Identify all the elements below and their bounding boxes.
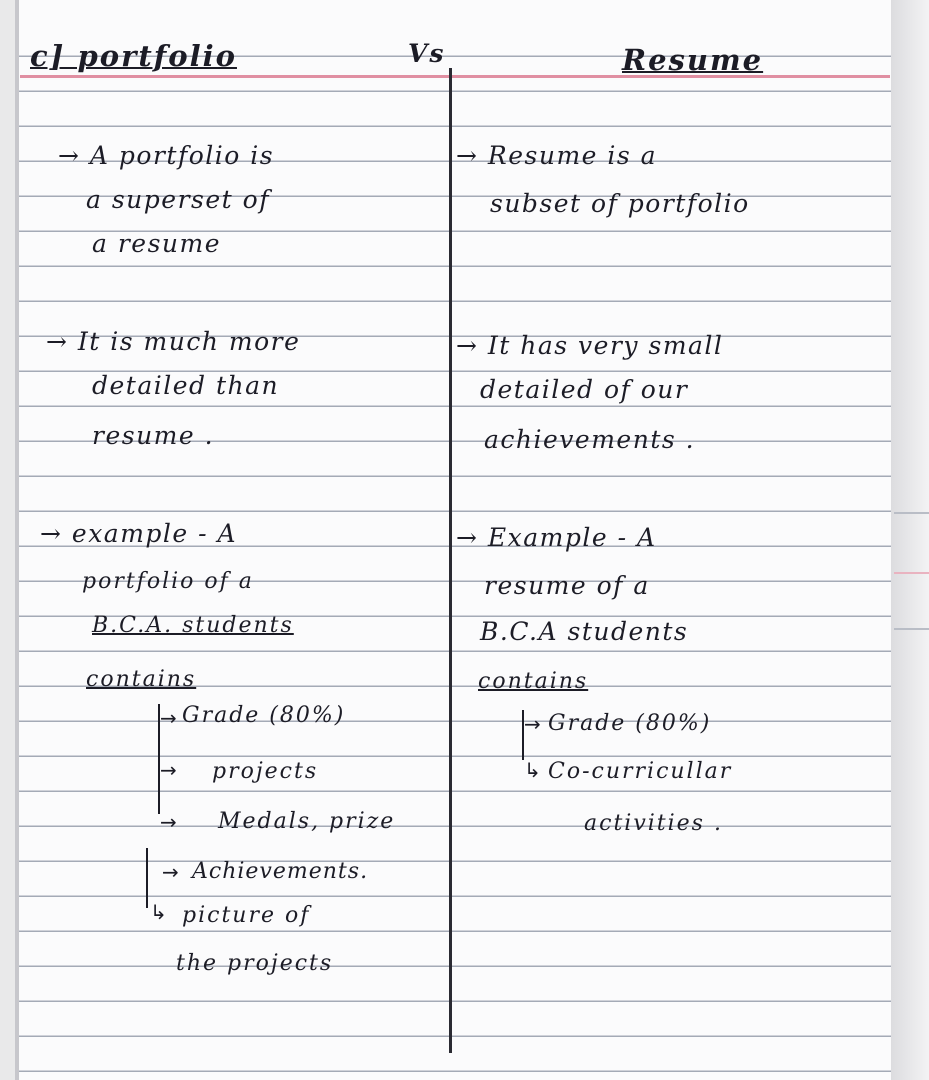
arrow-icon: ↳: [150, 900, 167, 924]
left-items-bracket-lower: [146, 848, 148, 908]
right-point2-line1: → It has very small: [456, 331, 724, 360]
right-item-3: activities .: [584, 811, 723, 836]
left-point1-line1: → A portfolio is: [58, 141, 275, 170]
heading-left: c] portfolio: [30, 39, 237, 73]
arrow-icon: →: [160, 758, 177, 782]
arrow-icon: →: [524, 712, 541, 736]
left-point1-line2: a superset of: [86, 185, 270, 214]
left-point1-line3: a resume: [92, 229, 222, 258]
right-example-line1: → Example - A: [456, 523, 657, 552]
left-item-1: Grade (80%): [182, 703, 346, 728]
left-point2-line3: resume .: [92, 421, 215, 450]
right-item-2: Co-curricullar: [548, 759, 733, 784]
right-point2-line2: detailed of our: [480, 375, 689, 404]
page-edge: [891, 0, 929, 1080]
right-example-line3: B.C.A students: [480, 617, 689, 646]
arrow-icon: →: [160, 810, 177, 834]
right-point1-line1: → Resume is a: [456, 141, 658, 170]
edge-mark: [894, 512, 929, 514]
left-point2-line1: → It is much more: [46, 327, 301, 356]
right-example-line4: contains: [478, 669, 589, 694]
left-item-2: projects: [212, 759, 319, 784]
arrow-icon: ↳: [524, 758, 541, 782]
left-example-line1: → example - A: [40, 519, 238, 548]
left-item-4: Achievements.: [192, 859, 369, 884]
arrow-icon: →: [160, 706, 177, 730]
heading-right: Resume: [622, 43, 764, 77]
heading-vs: Vs: [408, 39, 446, 68]
column-divider: [449, 68, 452, 1053]
right-item-1: Grade (80%): [548, 711, 712, 736]
right-example-line2: resume of a: [484, 571, 650, 600]
left-example-line4: contains: [86, 667, 197, 692]
left-point2-line2: detailed than: [92, 371, 280, 400]
edge-mark: [894, 628, 929, 630]
right-point1-line2: subset of portfolio: [490, 189, 750, 218]
left-item-6: the projects: [176, 951, 334, 976]
left-item-5: picture of: [182, 903, 311, 928]
right-point2-line3: achievements .: [484, 425, 696, 454]
left-item-3: Medals, prize: [218, 809, 396, 834]
left-example-line2: portfolio of a: [82, 569, 254, 594]
edge-mark: [894, 572, 929, 574]
arrow-icon: →: [162, 860, 179, 884]
left-example-line3: B.C.A. students: [92, 613, 294, 638]
